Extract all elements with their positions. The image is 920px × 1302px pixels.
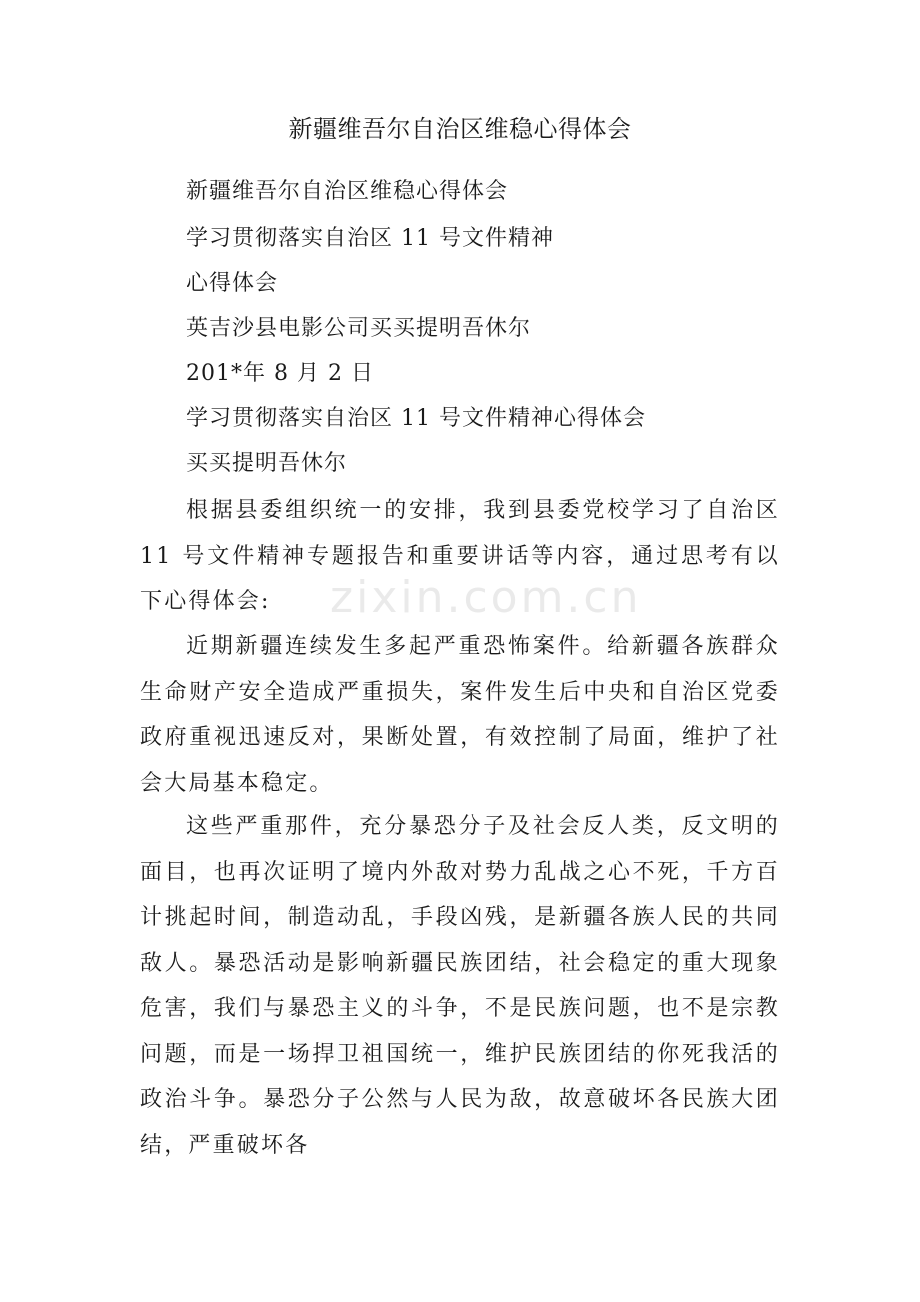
meta-line-heading: 心得体会 — [186, 271, 279, 296]
meta-line-author-org: 英吉沙县电影公司买买提明吾休尔 — [186, 316, 532, 341]
meta-line-date: 201*年 8 月 2 日 — [186, 361, 374, 386]
document-title: 新疆维吾尔自治区维稳心得体会 — [288, 115, 632, 143]
meta-line-study: 学习贯彻落实自治区 11 号文件精神 — [186, 226, 554, 251]
paragraph-incidents: 近期新疆连续发生多起严重恐怖案件。给新疆各族群众生命财产安全造成严重损失，案件发生后中央和自治区党委政府重视迅速反对，果断处置，有效控制了局面，维护了社会大局基本稳定。 — [140, 634, 780, 796]
watermark: zixin.com.cn — [330, 572, 642, 623]
paragraph-intro: 根据县委组织统一的安排，我到县委党校学习了自治区 11 号文件精神专题报告和重要讲话等内容，通过思考有以下心得体会: — [140, 498, 780, 614]
paragraph-analysis: 这些严重那件，充分暴恐分子及社会反人类，反文明的面目，也再次证明了境内外敌对势力乱战之心不死，千方百计挑起时间，制造动乱，手段凶残，是新疆各族人民的共同敌人。暴恐活动是影响新疆民族团结，社会稳定的重大现象危害，我们与暴恐主义的斗争，不是民族问题，也不是宗教问题，而是一场捍卫祖国统一，维护民族团结的你死我活的政治斗争。暴恐分子公然与人民为敌，故意破坏各民族大团结，严重破坏各 — [140, 814, 780, 1158]
meta-line-subtitle: 学习贯彻落实自治区 11 号文件精神心得体会 — [186, 406, 646, 431]
meta-line-author: 买买提明吾休尔 — [186, 451, 348, 476]
meta-line-title: 新疆维吾尔自治区维稳心得体会 — [186, 179, 509, 204]
